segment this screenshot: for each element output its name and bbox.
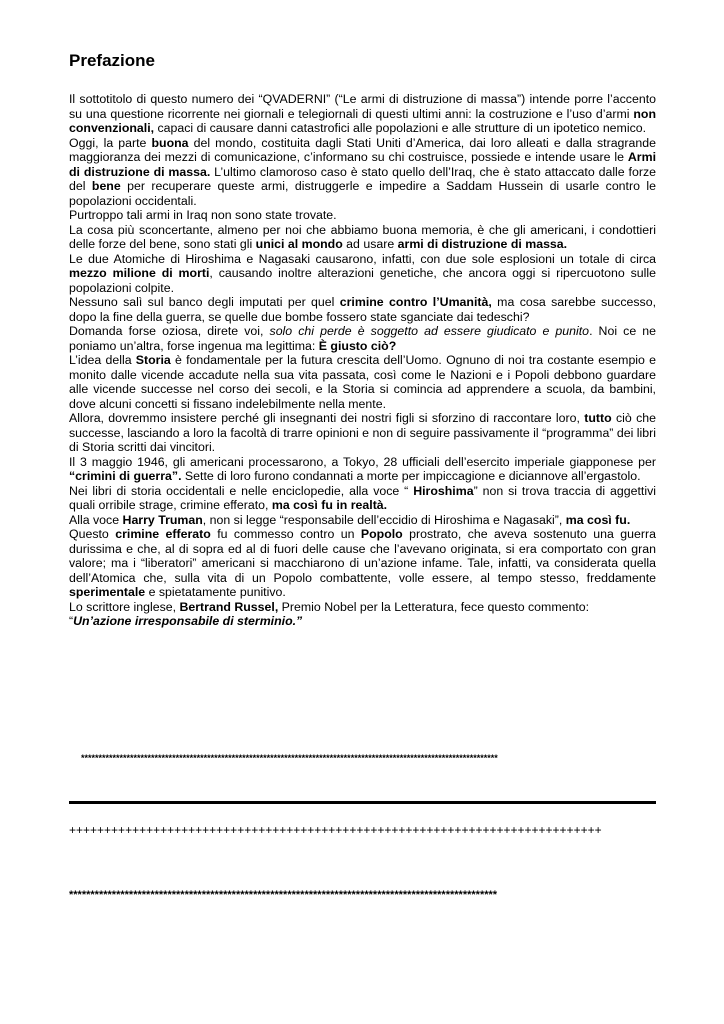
text-run: . Noi ce ne poniamo un’altra, forse ingenua ma legittima: <box>69 324 656 353</box>
text-run: Nessuno salì sul banco degli imputati per quel <box>69 295 340 309</box>
text-run: e spietatamente punitivo. <box>145 585 286 599</box>
text-run: , causando inoltre alterazioni genetiche, che ancora oggi si ripercuotono sulle popolazioni colpite. <box>69 266 656 295</box>
paragraph <box>69 295 656 324</box>
plus-separator: ++++++++++++++++++++++++++++++++++++++++++++++++++++++++++++++++++++++++++++ <box>69 823 602 837</box>
bold-text: mezzo milione di morti <box>69 266 210 280</box>
text-run: L’idea della <box>69 353 136 367</box>
bold-text: ma così fu. <box>565 512 631 527</box>
text-run: Sette di loro furono condannati a morte per impiccagione e diciannove all’ergastolo. <box>181 469 641 483</box>
bold-text: tutto <box>584 411 612 425</box>
paragraph <box>69 411 656 455</box>
text-run: L’ultimo clamoroso caso è stato quello dell’Iraq, che è stato attaccato dalle forze del <box>69 164 656 193</box>
bold-text: armi di distruzione di massa. <box>397 237 568 251</box>
text-run: fu commesso contro un <box>210 527 361 541</box>
page-title: Prefazione <box>69 51 155 70</box>
text-run: capaci di causare danni catastrofici alle popolazioni e alle strutture di un ipotetico nemico. <box>154 121 647 135</box>
text-run: Alla voce <box>69 512 123 527</box>
bold-text: Bertrand Russel, <box>179 599 279 614</box>
bold-text: Storia <box>135 353 171 367</box>
text-run: ” non si trova traccia di aggettivi quali orribile strage, crimine efferato, <box>69 483 657 512</box>
paragraph <box>69 614 656 629</box>
bold-text: Popolo <box>360 527 403 541</box>
paragraph <box>69 455 656 484</box>
bold-text: bene <box>91 179 121 193</box>
paragraph <box>69 324 656 353</box>
italic-text: solo chi perde è soggetto ad essere giudicato e punito <box>269 324 590 338</box>
document-page <box>69 50 656 629</box>
paragraph <box>69 484 656 513</box>
asterisk-separator-top: *********************************************************************************************************************** <box>81 753 498 763</box>
horizontal-rule <box>69 801 656 804</box>
bold-text: crimine contro l’Umanità, <box>339 295 492 309</box>
bold-text: Hiroshima <box>413 483 474 498</box>
bold-text: “crimini di guerra”. <box>69 469 182 483</box>
paragraph <box>69 527 656 600</box>
paragraph <box>69 513 656 528</box>
paragraph <box>69 252 656 296</box>
text-run: Premio Nobel per la Letteratura, fece questo commento: <box>278 599 590 614</box>
text-run: Domanda forse oziosa, direte voi, <box>69 324 270 338</box>
preface-body <box>69 92 656 629</box>
text-run: prostrato, che aveva sostenuto una guerra durissima e che, al di sopra ed al di fuori delle cause che l’avevano originata, si era comportato con gran valore; ma i “liberatori” americani si macchiarono di un’azione infame. Tale, infatti, va considerata quella dell’Atomica che, sulla vita di un Popolo combattente, volle essere, al tempo stesso, freddamente <box>69 527 656 585</box>
paragraph <box>69 208 656 223</box>
bold-text: Un’azione irresponsabile di sterminio.” <box>73 614 303 628</box>
text-run: “ <box>69 614 74 628</box>
text-run: Oggi, la parte <box>69 135 152 150</box>
text-run: è fondamentale per la futura crescita dell’Uomo. Ognuno di noi tra costante esempio e monito dalle vicende accadute nella sua vita passata, così come le Nazioni e i Popoli debbono guardare alle vicende successe nel corso dei secoli, e la Storia si comincia ad apprendere a scuola, da bambini, dove alcuni concetti si fissano indelebilmente nella mente. <box>69 353 657 411</box>
bold-text: crimine efferato <box>115 527 211 541</box>
bold-text: non convenzionali, <box>69 106 656 135</box>
paragraph <box>69 600 656 615</box>
paragraph <box>69 223 656 252</box>
bold-text: È giusto ciò? <box>318 338 397 353</box>
text-run: Il 3 maggio 1946, gli americani processarono, a Tokyo, 28 ufficiali dell’esercito imperiale giapponese per <box>69 454 656 469</box>
text-run: Purtroppo tali armi in Iraq non sono state trovate. <box>69 208 337 222</box>
bold-text: unici al mondo <box>255 237 343 251</box>
text-run: Il sottotitolo di questo numero dei “QVADERNI” (“Le armi di distruzione di massa”) intende porre l’accento su una questione ricorrente nei giornali e telegiornali di questi ultimi anni: la costruzione e l’uso d’armi <box>69 92 656 121</box>
text-run: per recuperare queste armi, distruggerle e impedire a Saddam Hussein di usarle contro le popolazioni occidentali. <box>69 179 656 208</box>
text-run: ma cosa sarebbe successo, dopo la fine della guerra, se quelle due bombe fossero state sganciate dai tedeschi? <box>69 295 656 324</box>
text-run: ad usare <box>342 237 398 251</box>
bold-text: Harry Truman <box>122 512 203 527</box>
text-run: del mondo, costituita dagli Stati Uniti d’America, dai loro alleati e dalla stragrande maggioranza dei mezzi di comunicazione, c’informano su chi costruisce, possiede e intende usare le <box>69 135 656 164</box>
text-run: ciò che successe, lasciando a loro la facoltà di trarre opinioni e non di seguire passivamente il “programma” dei libri di Storia scritti dai vincitori. <box>69 411 656 454</box>
bold-text: ma così fu in realtà. <box>271 498 388 512</box>
bold-text: sperimentale <box>69 585 146 599</box>
text-run: Nei libri di storia occidentali e nelle enciclopedie, alla voce “ <box>69 483 414 498</box>
text-run: Lo scrittore inglese, <box>69 599 180 614</box>
text-run: Le due Atomiche di Hiroshima e Nagasaki causarono, infatti, con due sole esplosioni un totale di circa <box>69 251 656 266</box>
text-run: Questo <box>69 527 116 541</box>
text-run: Allora, dovremmo insistere perché gli insegnanti dei nostri figli si sforzino di raccontare loro, <box>69 411 585 425</box>
bold-text: buona <box>151 135 189 150</box>
bold-text: Armi di distruzione di massa. <box>69 150 656 179</box>
text-run: , non si legge “responsabile dell’eccidio di Hiroshima e Nagasaki”, <box>202 512 566 527</box>
text-run: La cosa più sconcertante, almeno per noi che abbiamo buona memoria, è che gli americani, i condottieri delle forze del bene, sono stati gli <box>69 222 656 251</box>
paragraph <box>69 353 656 411</box>
paragraph <box>69 136 656 209</box>
asterisk-separator-bottom: **************************************************************************************************** <box>69 889 498 901</box>
paragraph <box>69 92 656 136</box>
